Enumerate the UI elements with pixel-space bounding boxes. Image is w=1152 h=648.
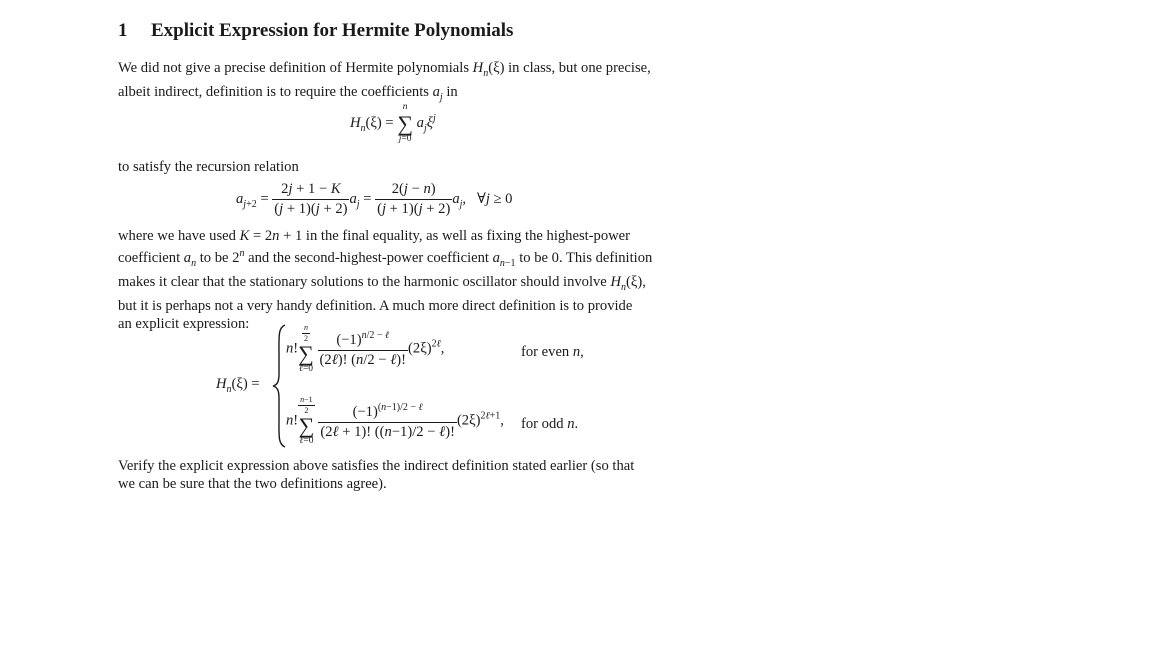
intro-text: We did not give a precise definition of Hermite polynomials: [118, 60, 470, 76]
section-title: Explicit Expression for Hermite Polynomials: [151, 20, 514, 41]
intro-text: in: [446, 83, 458, 100]
recursion-intro: to satisfy the recursion relation: [118, 159, 299, 175]
odd-case-formula: n! $\frac{n-1}{2}$ ∑ ℓ=0 $\frac{(-1)^{(n-1)/2 - \ell}}{\text{(2ℓ + 1)! ((n−1)/2 − ℓ)!}}$ $(2\xi)^{2\ell+1}$,: [286, 395, 504, 446]
section-number: 1: [118, 20, 128, 41]
even-case-formula: n! $\frac{n}{2}$ ∑ ℓ=0 $\frac{(-1)^{n/2 - \ell}}{\text{(2ℓ)! (n/2 − ℓ)!}}$ $(2\xi)^{2\ell}$,: [286, 323, 445, 374]
intro-text: in class, but one precise,: [508, 60, 651, 76]
body-paragraph: where we have used K = 2n + 1 in the final equality, as well as fixing the highest-power coefficient $a_n$ to be 2$^n$ and the second-highest-power coefficient $a_{n-1}$ to be 0. This definition makes it clear that the stationary solutions to the harmonic oscillator should involve $H_n(\xi)$, but it is perhaps not a very handy definition. A much more direct definition is to provide an explicit expression:: [118, 228, 653, 332]
intro-text: albeit indirect, definition is to require the coefficients: [118, 83, 429, 100]
odd-case-label: for odd n.: [521, 416, 579, 432]
section-heading: [118, 20, 513, 42]
recursion-equation: $a_{j+2}$ = $\frac{2j + 1 - K}{(j + 1)(j + 2)}$ $a_j$ = $\frac{2(j - n)}{(j + 1)(j + 2)}$ $a_j$, ∀j ≥ 0: [236, 181, 513, 217]
even-case-label: for even n,: [521, 344, 584, 360]
closing-paragraph: Verify the explicit expression above satisfies the indirect definition stated earlier (so that we can be sure that the two definitions agree).: [118, 458, 635, 492]
intro-paragraph: We did not give a precise definition of Hermite polynomials $H_n(\xi)$ in class, but one precise, albeit indirect, definition is to require the coefficients $a_j$ in: [118, 60, 651, 103]
explicit-lhs: $H_n(\xi)$ =: [216, 376, 260, 395]
series-equation: $H_n(\xi)$ = n ∑ j=0 $a_j\xi^j$: [350, 102, 436, 144]
